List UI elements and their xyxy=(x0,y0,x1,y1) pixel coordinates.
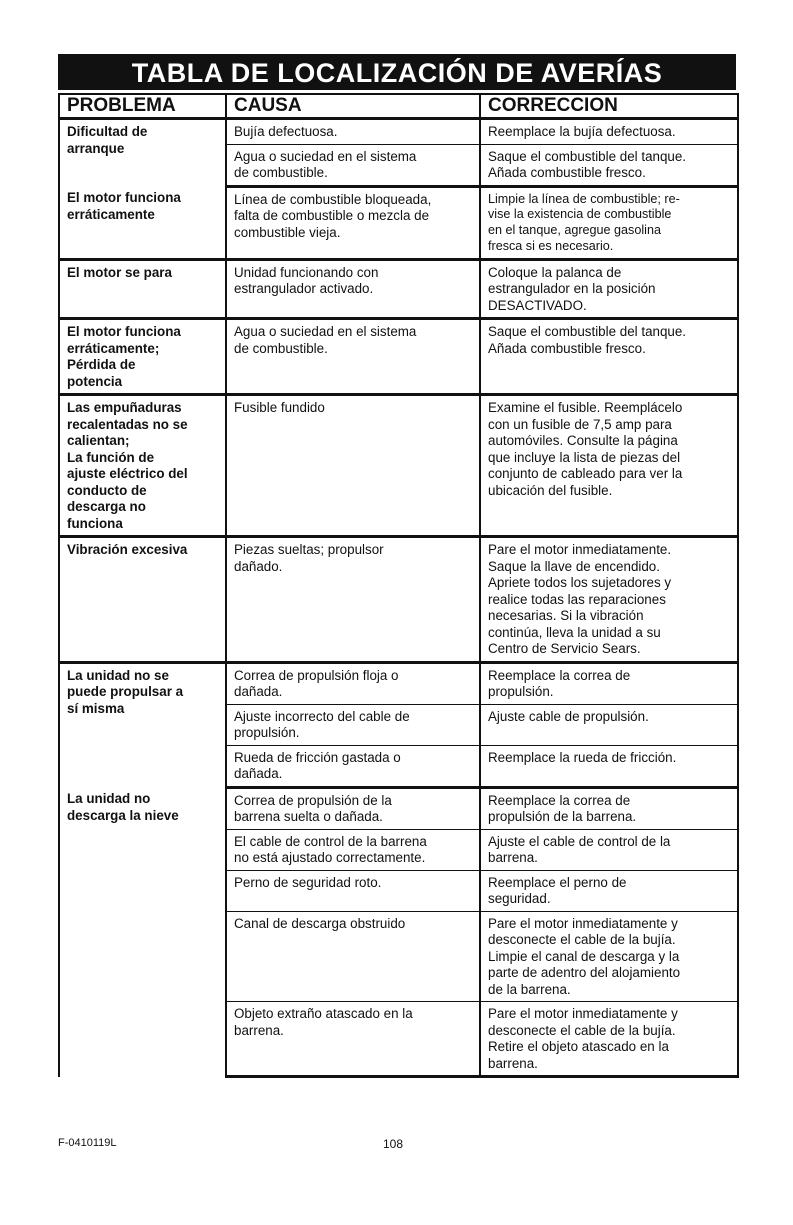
table-row xyxy=(59,119,738,145)
correction-cell: Limpie la línea de combustible; re- vise la existencia de combustible en el tanque, agregue gasolina fresca si es necesario. xyxy=(480,186,738,259)
table-row xyxy=(59,259,738,319)
correction-cell: Reemplace la correa de propulsión. xyxy=(480,662,738,704)
header-correction: CORRECCION xyxy=(480,94,738,119)
cause-cell: Objeto extraño atascado en la barrena. xyxy=(226,1002,480,1077)
problem-cell: El motor funciona erráticamente xyxy=(59,186,226,259)
table-row xyxy=(59,395,738,537)
cause-cell: Canal de descarga obstruido xyxy=(226,911,480,1002)
correction-cell: Examine el fusible. Reemplácelo con un fusible de 7,5 amp para automóviles. Consulte la página que incluye la lista de piezas del conjunto de cableado para ver la ubicación del fusible. xyxy=(480,395,738,537)
cause-cell: Unidad funcionando con estrangulador activado. xyxy=(226,259,480,319)
cause-cell: Fusible fundido xyxy=(226,395,480,537)
problem-cell: El motor se para xyxy=(59,259,226,319)
correction-cell: Ajuste cable de propulsión. xyxy=(480,704,738,745)
header-problem: PROBLEMA xyxy=(59,94,226,119)
troubleshooting-table xyxy=(58,93,739,1078)
correction-cell: Saque el combustible del tanque. Añada combustible fresco. xyxy=(480,319,738,395)
problem-cell: El motor funciona erráticamente; Pérdida de potencia xyxy=(59,319,226,395)
table-row xyxy=(59,662,738,704)
table-row xyxy=(59,787,738,829)
table-row xyxy=(59,319,738,395)
correction-cell: Coloque la palanca de estrangulador en la posición DESACTIVADO. xyxy=(480,259,738,319)
cause-cell: Agua o suciedad en el sistema de combustible. xyxy=(226,144,480,186)
cause-cell: Correa de propulsión floja o dañada. xyxy=(226,662,480,704)
table-header-row xyxy=(59,94,738,119)
correction-cell: Reemplace la rueda de fricción. xyxy=(480,745,738,787)
table-row xyxy=(59,537,738,663)
page-number: 108 xyxy=(383,1137,404,1151)
cause-cell: Correa de propulsión de la barrena suelta o dañada. xyxy=(226,787,480,829)
header-cause: CAUSA xyxy=(226,94,480,119)
correction-cell: Reemplace la bujía defectuosa. xyxy=(480,119,738,145)
cause-cell: Rueda de fricción gastada o dañada. xyxy=(226,745,480,787)
table-body xyxy=(59,119,738,1077)
cause-cell: Piezas sueltas; propulsor dañado. xyxy=(226,537,480,663)
correction-cell: Pare el motor inmediatamente. Saque la llave de encendido. Apriete todos los sujetadores y realice todas las reparaciones necesarias. Si la vibración continúa, lleva la unidad a su Centro de Servicio Sears. xyxy=(480,537,738,663)
correction-cell: Saque el combustible del tanque. Añada combustible fresco. xyxy=(480,144,738,186)
correction-cell: Reemplace el perno de seguridad. xyxy=(480,870,738,911)
problem-cell: La unidad no descarga la nieve xyxy=(59,787,226,1077)
correction-cell: Ajuste el cable de control de la barrena. xyxy=(480,829,738,870)
cause-cell: Perno de seguridad roto. xyxy=(226,870,480,911)
cause-cell: Línea de combustible bloqueada, falta de combustible o mezcla de combustible vieja. xyxy=(226,186,480,259)
cause-cell: Ajuste incorrecto del cable de propulsión. xyxy=(226,704,480,745)
cause-cell: El cable de control de la barrena no está ajustado correctamente. xyxy=(226,829,480,870)
correction-cell: Pare el motor inmediatamente y desconecte el cable de la bujía. Limpie el canal de descarga y la parte de adentro del alojamiento de la barrena. xyxy=(480,911,738,1002)
table-row xyxy=(59,186,738,259)
document-code: F-0410119L xyxy=(58,1137,117,1149)
problem-cell: Vibración excesiva xyxy=(59,537,226,663)
page-title: TABLA DE LOCALIZACIÓN DE AVERÍAS xyxy=(58,54,736,90)
problem-cell: Dificultad de arranque xyxy=(59,119,226,187)
correction-cell: Pare el motor inmediatamente y desconecte el cable de la bujía. Retire el objeto atascado en la barrena. xyxy=(480,1002,738,1077)
problem-cell: La unidad no se puede propulsar a sí misma xyxy=(59,662,226,787)
problem-cell: Las empuñaduras recalentadas no se calientan; La función de ajuste eléctrico del conducto de descarga no funciona xyxy=(59,395,226,537)
cause-cell: Bujía defectuosa. xyxy=(226,119,480,145)
cause-cell: Agua o suciedad en el sistema de combustible. xyxy=(226,319,480,395)
correction-cell: Reemplace la correa de propulsión de la barrena. xyxy=(480,787,738,829)
